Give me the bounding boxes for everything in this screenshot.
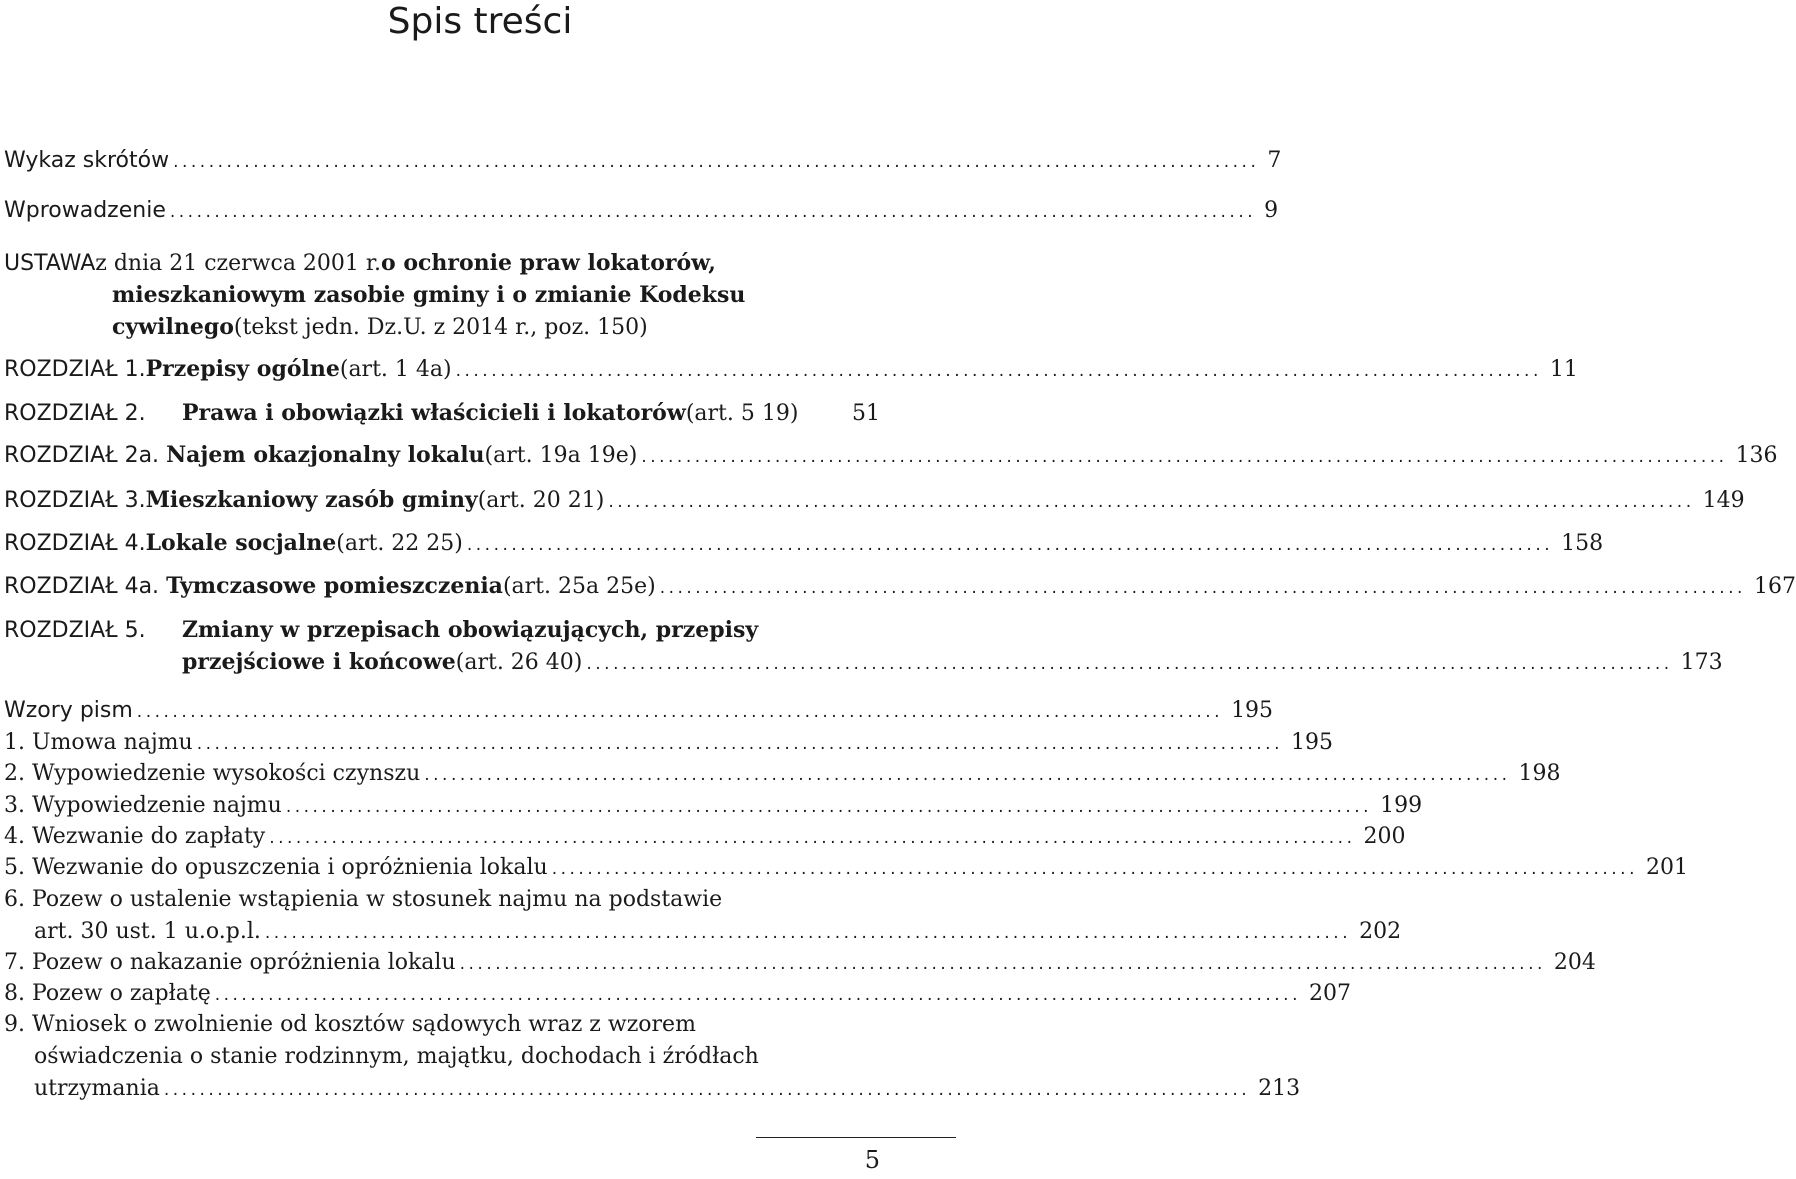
dot-leader: .......................................................................................................................... bbox=[659, 578, 1746, 598]
page-ref: 9 bbox=[1264, 198, 1279, 223]
page-ref: 207 bbox=[1308, 981, 1351, 1006]
dot-leader: .......................................................................................................................... bbox=[551, 859, 1638, 879]
page-ref: 167 bbox=[1753, 574, 1796, 599]
dot-leader: .......................................................................................................................... bbox=[586, 654, 1673, 674]
toc-entry-label: Wprowadzenie bbox=[4, 198, 166, 223]
page-ref: 204 bbox=[1553, 950, 1596, 975]
chapter-articles: (art. 20 21) bbox=[477, 488, 605, 513]
chapter-label: ROZDZIAŁ 3. bbox=[4, 488, 146, 513]
page-ref: 51 bbox=[852, 401, 880, 426]
toc-entry-chapter-5[interactable] bbox=[4, 617, 1723, 681]
form-label: 3. Wypowiedzenie najmu bbox=[4, 793, 282, 818]
toc-entry-chapter[interactable] bbox=[4, 530, 1604, 562]
page-ref: 173 bbox=[1680, 650, 1723, 675]
toc-entry-form[interactable] bbox=[4, 793, 1423, 825]
page-title: Spis treści bbox=[387, 1, 573, 42]
page-ref: 200 bbox=[1363, 824, 1406, 849]
chapter-title: Mieszkaniowy zasób gminy bbox=[145, 487, 478, 513]
chapter-articles: (art. 19a 19e) bbox=[484, 443, 638, 468]
chapter-title: przejściowe i końcowe bbox=[182, 649, 456, 675]
toc-entry-label: Wzory pism bbox=[4, 698, 133, 723]
chapter-label: ROZDZIAŁ 4a. bbox=[4, 574, 160, 599]
chapter-title: Tymczasowe pomieszczenia bbox=[166, 573, 503, 599]
chapter-label: ROZDZIAŁ 2a. bbox=[4, 443, 160, 468]
chapter-title: Najem okazjonalny lokalu bbox=[166, 442, 485, 468]
dot-leader: .......................................................................................................................... bbox=[214, 985, 1301, 1005]
dot-leader: .......................................................................................................................... bbox=[269, 828, 1356, 848]
page-ref: 149 bbox=[1702, 488, 1745, 513]
page-ref: 195 bbox=[1231, 698, 1274, 723]
chapter-label: ROZDZIAŁ 2. bbox=[4, 401, 146, 426]
form-label: 6. Pozew o ustalenie wstąpienia w stosunek najmu na podstawie bbox=[4, 887, 723, 912]
toc-entry-chapter[interactable] bbox=[4, 356, 1578, 388]
dot-leader: .......................................................................................................................... bbox=[264, 923, 1352, 943]
page-ref: 136 bbox=[1735, 443, 1778, 468]
chapter-articles: (art. 25a 25e) bbox=[502, 574, 656, 599]
toc-entry-form[interactable] bbox=[4, 730, 1333, 762]
page-ref: 201 bbox=[1645, 855, 1688, 880]
dot-leader: .......................................................................................................................... bbox=[455, 361, 1542, 381]
toc-entry-ustawa bbox=[4, 250, 880, 346]
toc-entry-form[interactable] bbox=[4, 761, 1561, 793]
chapter-articles: (art. 22 25) bbox=[336, 531, 463, 556]
page-ref: 199 bbox=[1380, 793, 1423, 818]
dot-leader: .......................................................................................................................... bbox=[163, 1080, 1251, 1100]
form-label: 2. Wypowiedzenie wysokości czynszu bbox=[4, 761, 421, 786]
dot-leader: .......................................................................................................................... bbox=[459, 954, 1546, 974]
form-label: 4. Wezwanie do zapłaty bbox=[4, 824, 266, 849]
dot-leader: .......................................................................................................................... bbox=[173, 152, 1260, 172]
form-label: 9. Wniosek o zwolnienie od kosztów sądowych wraz z wzorem bbox=[4, 1012, 696, 1037]
dot-leader: .......................................................................................................................... bbox=[136, 702, 1224, 722]
toc-entry-chapter[interactable] bbox=[4, 573, 1796, 605]
chapter-title: Przepisy ogólne bbox=[145, 356, 340, 382]
page-ref: 202 bbox=[1359, 919, 1402, 944]
ustawa-title: cywilnego bbox=[112, 314, 234, 340]
ustawa-title: mieszkaniowym zasobie gminy i o zmianie Kodeksu bbox=[112, 282, 746, 308]
page-number: 5 bbox=[864, 1146, 880, 1174]
ustawa-prefix: USTAWA bbox=[4, 251, 96, 276]
form-label: 7. Pozew o nakazanie opróżnienia lokalu bbox=[4, 950, 456, 975]
chapter-articles: (art. 1 4a) bbox=[339, 357, 452, 382]
page-ref: 7 bbox=[1267, 148, 1282, 173]
toc-entry-wzory[interactable] bbox=[4, 698, 1274, 730]
chapter-title: Prawa i obowiązki właścicieli i lokatorów bbox=[182, 400, 686, 426]
page-ref: 198 bbox=[1518, 761, 1561, 786]
dot-leader: .......................................................................................................................... bbox=[608, 492, 1695, 512]
ustawa-title: o ochronie praw lokatorów, bbox=[381, 250, 716, 276]
form-label: utrzymania bbox=[34, 1076, 160, 1101]
toc-entry-chapter[interactable] bbox=[4, 442, 1778, 474]
toc-entry-form[interactable] bbox=[4, 855, 1688, 887]
chapter-title: Lokale socjalne bbox=[145, 530, 337, 556]
ustawa-source: (tekst jedn. Dz.U. z 2014 r., poz. 150) bbox=[233, 315, 648, 340]
form-label: art. 30 ust. 1 u.o.p.l. bbox=[34, 919, 261, 944]
toc-entry-form-6[interactable] bbox=[4, 887, 1402, 951]
page-ref: 11 bbox=[1549, 357, 1578, 382]
dot-leader: .......................................................................................................................... bbox=[424, 765, 1511, 785]
page-ref: 213 bbox=[1258, 1076, 1301, 1101]
toc-entry-wprowadzenie[interactable] bbox=[4, 198, 1279, 230]
chapter-articles: (art. 5 19) bbox=[685, 401, 799, 426]
toc-entry-chapter[interactable] bbox=[4, 487, 1745, 519]
page-ref: 158 bbox=[1561, 531, 1604, 556]
chapter-label: ROZDZIAŁ 1. bbox=[4, 357, 146, 382]
dot-leader: .......................................................................................................................... bbox=[466, 535, 1554, 555]
toc-entry-form[interactable] bbox=[4, 824, 1406, 856]
toc-entry-chapter[interactable] bbox=[4, 400, 880, 432]
footer-rule bbox=[756, 1137, 956, 1138]
chapter-label: ROZDZIAŁ 4. bbox=[4, 531, 146, 556]
toc-entry-form[interactable] bbox=[4, 981, 1351, 1013]
chapter-label: ROZDZIAŁ 5. bbox=[4, 618, 146, 643]
ustawa-date: z dnia 21 czerwca 2001 r. bbox=[95, 251, 382, 276]
chapter-articles: (art. 26 40) bbox=[455, 650, 583, 675]
form-label: 5. Wezwanie do opuszczenia i opróżnienia lokalu bbox=[4, 855, 548, 880]
toc-entry-wykaz[interactable] bbox=[4, 148, 1282, 180]
toc-entry-label: Wykaz skrótów bbox=[4, 148, 170, 173]
form-label: 1. Umowa najmu bbox=[4, 730, 193, 755]
dot-leader: .......................................................................................................................... bbox=[169, 202, 1257, 222]
toc-entry-form[interactable] bbox=[4, 950, 1596, 982]
toc-entry-form-9[interactable] bbox=[4, 1012, 1301, 1108]
page-ref: 195 bbox=[1290, 730, 1333, 755]
chapter-title: Zmiany w przepisach obowiązujących, przepisy bbox=[182, 617, 759, 643]
dot-leader: .......................................................................................................................... bbox=[196, 734, 1283, 754]
dot-leader: .......................................................................................................................... bbox=[285, 797, 1373, 817]
form-label: 8. Pozew o zapłatę bbox=[4, 981, 211, 1006]
form-label: oświadczenia o stanie rodzinnym, majątku, dochodach i źródłach bbox=[34, 1044, 759, 1069]
dot-leader: .......................................................................................................................... bbox=[641, 447, 1728, 467]
